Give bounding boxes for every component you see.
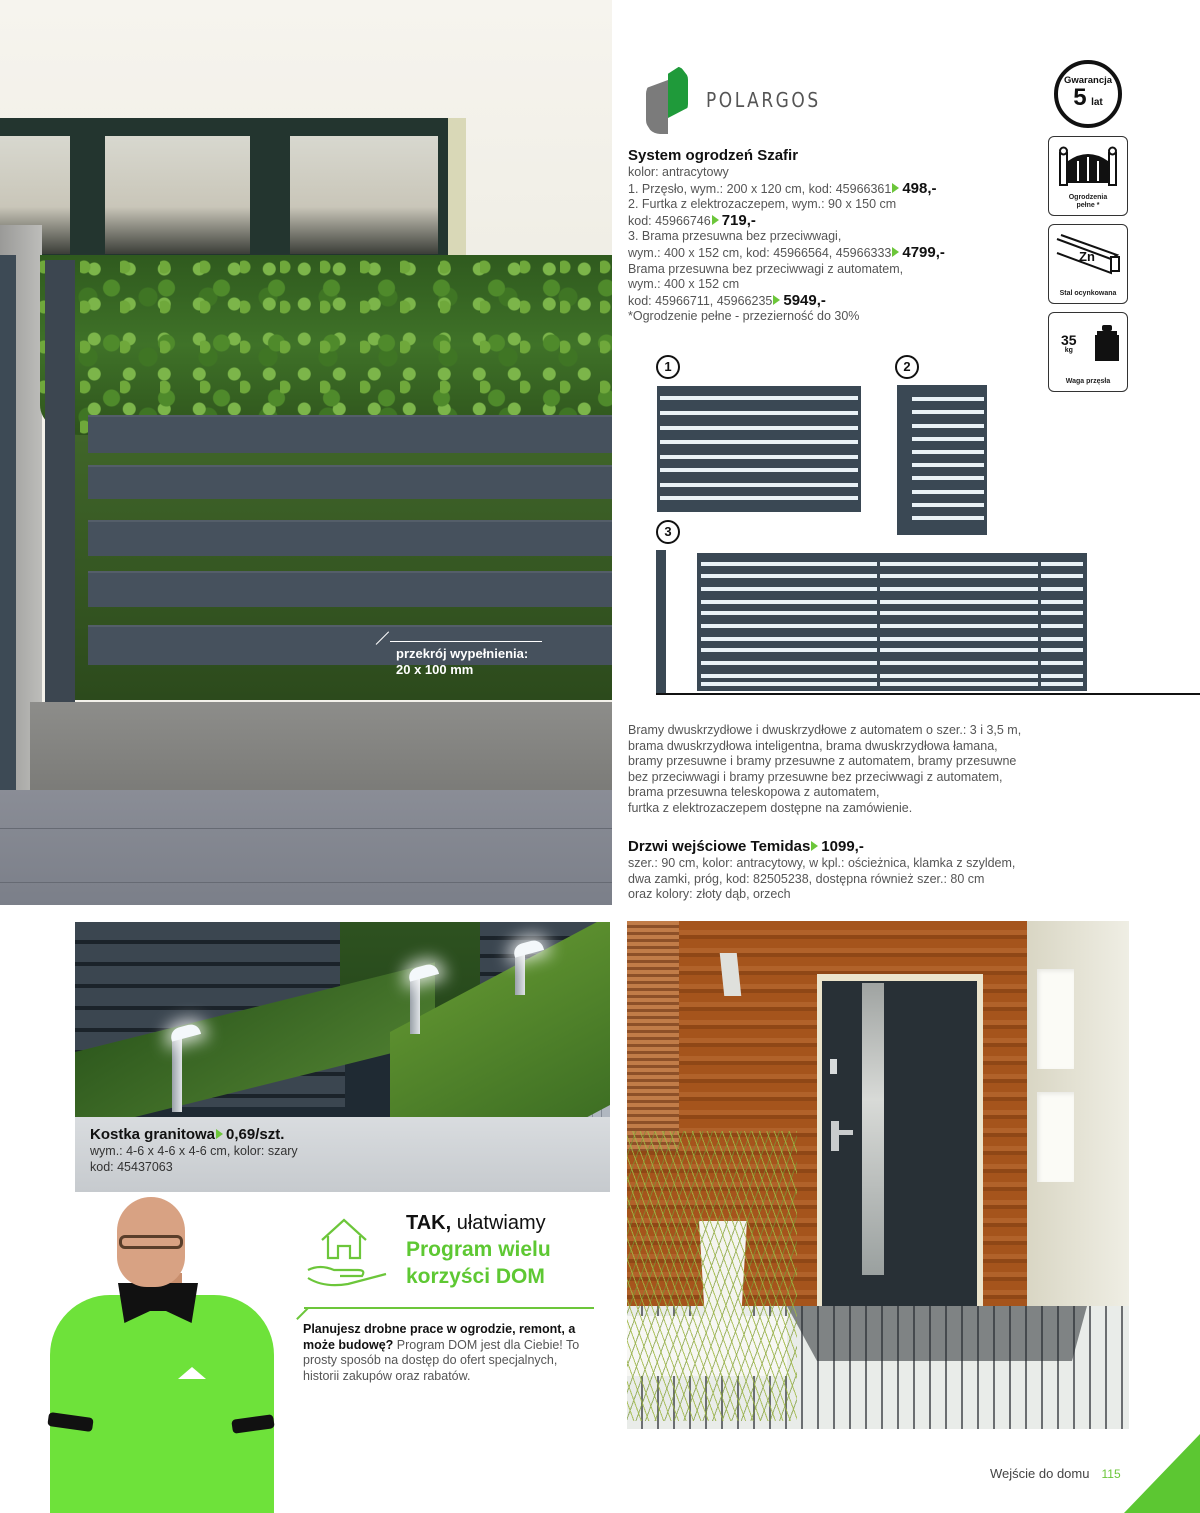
price-arrow-icon	[892, 183, 899, 193]
item-text-line: Brama przesuwna bez przeciwwagi z automatem,	[628, 261, 904, 276]
diagram-label-1: 1	[656, 355, 680, 379]
availability-note	[628, 723, 1108, 817]
panel-weight-badge	[1048, 312, 1128, 392]
annotation-leader-line	[390, 641, 542, 642]
warranty-years: 5	[1073, 84, 1087, 111]
wicket-gate-diagram	[897, 385, 987, 535]
fence-slat	[88, 415, 612, 453]
granite-code: kod: 45437063	[90, 1159, 173, 1174]
door-detail-line: szer.: 90 cm, kolor: antracytowy, w kpl.: ościeżnica, klamka z szyldem,	[628, 856, 1016, 870]
price-line	[628, 293, 1038, 310]
weight-value	[1061, 333, 1077, 354]
item-text: 1. Przęsło, wym.: 200 x 120 cm, kod: 45966361	[628, 181, 892, 196]
fence-gate-icon	[1056, 143, 1120, 189]
note-line: bramy przesuwne i bramy przesuwne z automatem, bramy przesuwne	[628, 754, 1017, 769]
fence-slat	[88, 571, 612, 607]
badge-caption	[1049, 378, 1127, 386]
caption-line: Waga przęsła	[1065, 378, 1111, 385]
section-name: Wejście do domu	[990, 1466, 1090, 1481]
page-number: 115	[1101, 1467, 1121, 1481]
weight-icon	[1093, 323, 1121, 363]
galvanized-steel-badge	[1048, 224, 1128, 304]
price-line	[628, 181, 1038, 198]
item-text-line: 2. Furtka z elektrozaczepem, wym.: 90 x 150 cm	[628, 197, 897, 212]
gate-post-diagram	[656, 550, 666, 693]
entrance-door	[822, 981, 977, 1311]
corner-accent	[1124, 1434, 1200, 1513]
price-arrow-icon	[216, 1129, 223, 1139]
door-title-line	[628, 838, 1108, 856]
entrance-door-photo	[627, 921, 1129, 1429]
hero-fence-photo	[0, 0, 612, 905]
granite-title: Kostka granitowa	[90, 1126, 216, 1143]
badge-caption	[1049, 194, 1127, 210]
door-handle-lever	[831, 1130, 853, 1135]
promo-body-bold: Planujesz drobne prace w ogrodzie, remont, a może budowę?	[303, 1322, 576, 1352]
promo-heading	[406, 1210, 551, 1290]
wall-window	[1037, 1092, 1074, 1182]
slat-section-annotation	[396, 646, 528, 678]
note-line: Bramy dwuskrzydłowe i dwuskrzydłowe z automatem o szer.: 3 i 3,5 m,	[628, 723, 1022, 737]
diagram-label-2: 2	[895, 355, 919, 379]
price-arrow-icon	[892, 247, 899, 257]
door-handle	[831, 1121, 839, 1151]
door-product-description	[628, 838, 1108, 903]
price-line	[628, 213, 1038, 230]
warranty-label: Gwarancja	[1063, 75, 1113, 86]
door-glass-strip	[862, 983, 884, 1275]
weight-unit: kg	[1064, 347, 1073, 354]
polargos-logo	[646, 66, 841, 134]
warranty-unit: lat	[1091, 97, 1103, 108]
door-detail-line: oraz kolory: złoty dąb, orzech	[628, 887, 791, 902]
sliding-gate-diagram	[697, 553, 1087, 691]
full-fence-badge	[1048, 136, 1128, 216]
price-arrow-icon	[773, 295, 780, 305]
item-text: kod: 45966746	[628, 213, 711, 228]
fence-slat	[88, 625, 612, 665]
ornamental-grass	[627, 1131, 797, 1421]
granite-price: 0,69/szt.	[226, 1126, 285, 1143]
note-line: furtka z elektrozaczepem dostępne na zamówienie.	[628, 800, 913, 815]
product-title: System ogrodzeń Szafir	[628, 147, 799, 164]
fence-system-description	[628, 147, 1038, 325]
promo-heading-bold: TAK,	[406, 1212, 452, 1234]
door-lock	[830, 1059, 837, 1074]
promo-body-text: Program DOM jest dla Ciebie! To prosty sposób na dostęp do ofert specjalnych, historii zakupów oraz rabatów.	[303, 1337, 580, 1383]
note-line: brama dwuskrzydłowa inteligentna, brama dwuskrzydłowa łamana,	[628, 738, 998, 753]
granite-product-caption	[90, 1126, 298, 1175]
note-line: brama przesuwna teleskopowa z automatem,	[628, 785, 880, 800]
granite-title-line	[90, 1126, 298, 1144]
ground-line	[656, 693, 1200, 695]
granite-dims: wym.: 4-6 x 4-6 x 4-6 cm, kolor: szary	[90, 1144, 298, 1158]
item-text-line: 3. Brama przesuwna bez przeciwwagi,	[628, 229, 842, 244]
gate-edge	[0, 255, 16, 790]
wall-window	[1037, 969, 1074, 1069]
page-footer	[990, 1466, 1121, 1481]
fence-panel-diagram	[657, 386, 861, 512]
promo-divider-tick	[296, 1307, 308, 1319]
shirt-logo-icon	[178, 1367, 206, 1379]
diagram-label-3: 3	[656, 520, 680, 544]
annotation-line-2: 20 x 100 mm	[396, 662, 474, 677]
fence-slat	[88, 520, 612, 556]
door-detail-line: dwa zamki, próg, kod: 82505238, dostępna również szer.: 80 cm	[628, 871, 985, 886]
fence-post	[45, 260, 75, 710]
caption-line: Stal ocynkowana	[1059, 290, 1117, 297]
footnote: *Ogrodzenie pełne - przezierność do 30%	[628, 309, 860, 324]
promo-body	[303, 1322, 593, 1384]
product-color: kolor: antracytowy	[628, 165, 729, 179]
price: 5949,-	[783, 291, 826, 309]
promo-program-line-2: korzyści DOM	[406, 1265, 545, 1288]
promo-heading-rest: ułatwiamy	[451, 1212, 546, 1234]
promo-program-line-1: Program wielu	[406, 1238, 551, 1261]
ivy-foliage	[40, 255, 612, 435]
door-title: Drzwi wejściowe Temidas	[628, 838, 811, 855]
door-price: 1099,-	[821, 838, 864, 855]
caption-line: pełne *	[1076, 202, 1100, 209]
galvanized-steel-icon	[1053, 231, 1123, 281]
price-line	[628, 245, 1038, 262]
price: 4799,-	[902, 243, 945, 261]
price-arrow-icon	[712, 215, 719, 225]
fence-slat	[88, 465, 612, 499]
item-text: wym.: 400 x 152 cm, kod: 45966564, 45966333	[628, 245, 892, 260]
path-lamp	[515, 950, 525, 995]
item-text: kod: 45966711, 45966235	[628, 293, 773, 308]
badge-caption	[1049, 290, 1127, 298]
brand-name: POLARGOS	[706, 88, 821, 112]
caption-line: Ogrodzenia	[1068, 194, 1108, 201]
promo-divider	[304, 1307, 594, 1309]
note-line: bez przeciwwagi i bramy przesuwne bez przeciwwagi z automatem,	[628, 769, 1003, 784]
concrete-base	[30, 702, 612, 792]
price: 498,-	[902, 179, 937, 197]
weight-number: 35	[1061, 332, 1077, 348]
svg-text:Zn: Zn	[1079, 249, 1095, 264]
polargos-logo-icon	[646, 66, 692, 134]
promo-heading-line	[406, 1210, 551, 1236]
feature-badges	[1048, 60, 1128, 392]
item-text-line: wym.: 400 x 152 cm	[628, 277, 740, 292]
price: 719,-	[721, 211, 756, 229]
warranty-badge	[1054, 60, 1122, 128]
annotation-line-1: przekrój wypełnienia:	[396, 646, 529, 661]
pavement	[0, 790, 612, 905]
path-lamp	[172, 1034, 182, 1112]
house-window	[0, 118, 448, 268]
staff-person-photo	[0, 1195, 290, 1513]
price-arrow-icon	[811, 841, 818, 851]
path-lamp	[410, 974, 420, 1034]
house-in-hand-icon	[300, 1212, 392, 1292]
